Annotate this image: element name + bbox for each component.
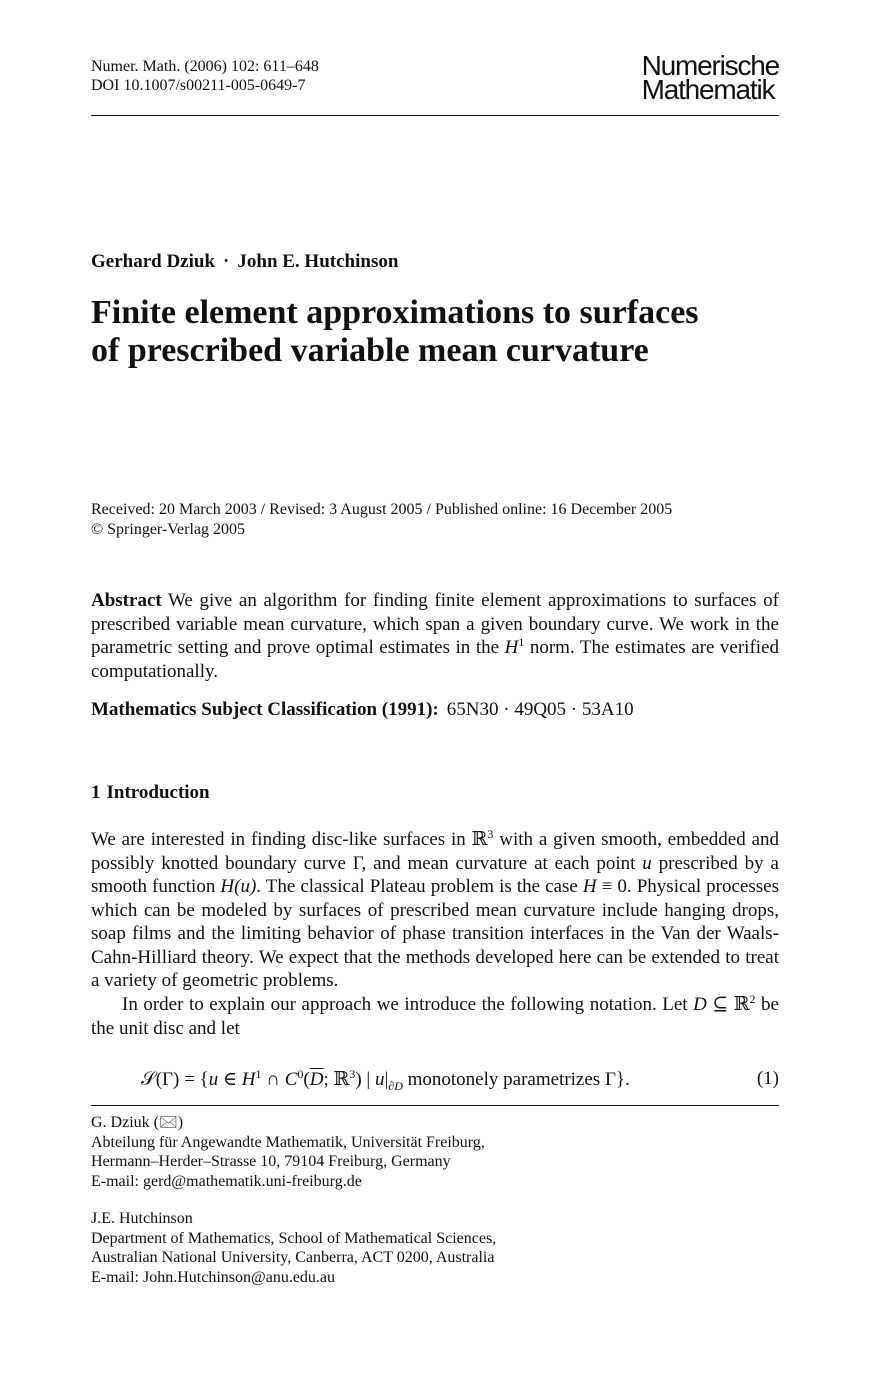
footnote-rule [91, 1105, 779, 1106]
section-title: Introduction [106, 782, 210, 803]
copyright: © Springer-Verlag 2005 [91, 521, 246, 538]
paper-title [91, 294, 779, 370]
publication-history [91, 500, 672, 540]
text: with a given smooth, embedded and possibly knotted boundary curve Γ, and mean curvature at each point [91, 829, 779, 874]
eq-part: ( [303, 1069, 310, 1090]
intro-paragraph [91, 993, 779, 1040]
math-var: H(u) [220, 876, 257, 897]
math-sup: 1 [518, 635, 525, 649]
journal-logo [641, 50, 779, 105]
text: We are interested in finding disc-like surfaces in ℝ [91, 829, 488, 850]
affiliation-line: Hermann–Herder–Strasse 10, 79104 Freiburg, Germany [91, 1153, 451, 1170]
intro-paragraph [91, 828, 779, 993]
math-var: H [504, 637, 519, 658]
msc-codes: 65N30 · 49Q05 · 53A10 [446, 699, 634, 720]
affiliation-name: J.E. Hutchinson [91, 1210, 193, 1227]
received-dates: Received: 20 March 2003 / Revised: 3 August 2005 / Published online: 16 December 2005 [91, 501, 673, 518]
affiliation-email: E-mail: gerd@mathematik.uni-freiburg.de [91, 1172, 362, 1190]
journal-logo-line1: Numerische [641, 50, 779, 81]
eq-part: u [208, 1069, 219, 1090]
eq-part: 𝒮(Γ) = { [141, 1069, 209, 1090]
text: ≡ 0. Physical processes which can be modeled by surfaces of prescribed mean curvature include hanging drops, soap films and the limiting behavior of phase transition interfaces in the Van der Waals-Cahn-Hilliard theory. We expect that the methods developed here can be extended to treat a variety of geometric problems. [91, 876, 779, 991]
author-separator: · [223, 251, 230, 272]
section-heading [91, 782, 210, 804]
math-sup: 3 [487, 827, 494, 841]
affiliation-hutchinson [91, 1209, 496, 1287]
text: . The classical Plateau problem is the case [256, 876, 583, 897]
eq-sup: 0 [297, 1067, 304, 1081]
journal-logo-line2: Mathematik [641, 74, 775, 105]
abstract-text: We give an algorithm for finding finite element approximations to surfaces of prescribed variable mean curvature, which span a given boundary curve. We work in the parametric setting and prove optimal estimates in the [91, 590, 779, 658]
affiliation-name: G. Dziuk (🖂) [91, 1114, 184, 1131]
citation-block [91, 57, 319, 95]
math-sup: 2 [749, 992, 756, 1006]
abstract-label: Abstract [91, 590, 162, 611]
eq-part: ; ℝ [323, 1069, 350, 1090]
eq-part: H [241, 1069, 256, 1090]
math-var: D [693, 994, 707, 1015]
author-list [91, 251, 398, 273]
section-number: 1 [91, 782, 101, 803]
journal-header [91, 50, 779, 116]
author-name: Gerhard Dziuk [91, 251, 216, 272]
text: prescribed by a smooth function [91, 852, 779, 897]
eq-part: monotonely parametrizes Γ}. [402, 1069, 630, 1090]
eq-sub: ∂D [388, 1078, 403, 1093]
msc-classification [91, 699, 634, 721]
eq-sup: 1 [255, 1067, 262, 1081]
affiliation-email: E-mail: John.Hutchinson@anu.edu.au [91, 1268, 336, 1286]
citation: Numer. Math. (2006) 102: 611–648 [91, 58, 319, 75]
msc-label: Mathematics Subject Classification (1991): [91, 699, 439, 720]
eq-part: C [284, 1069, 298, 1090]
text: be the unit disc and let [91, 994, 779, 1039]
affiliation-line: Australian National University, Canberra, ACT 0200, Australia [91, 1249, 495, 1266]
eq-part: $\overline{D}$ [309, 1069, 324, 1090]
eq-part: ∩ [261, 1069, 285, 1090]
affiliation-line: Abteilung für Angewandte Mathematik, Universität Freiburg, [91, 1133, 485, 1151]
abstract [91, 589, 779, 683]
eq-part: ) | [355, 1069, 375, 1090]
eq-part: ∈ [218, 1069, 242, 1090]
text: ⊆ ℝ [706, 994, 750, 1015]
title-line: Finite element approximations to surfaces [91, 294, 699, 331]
eq-part: u [374, 1069, 385, 1090]
math-var: H [582, 876, 597, 897]
doi: DOI 10.1007/s00211-005-0649-7 [91, 77, 306, 94]
eq-sup: 3 [349, 1067, 356, 1081]
math-var: u [642, 852, 652, 874]
equation-number: (1) [756, 1068, 779, 1089]
title-line: of prescribed variable mean curvature [91, 332, 649, 369]
affiliation-dziuk [91, 1113, 485, 1191]
abstract-text: norm. The estimates are verified computationally. [91, 637, 779, 682]
equation-1 [141, 1068, 779, 1091]
author-name: John E. Hutchinson [237, 251, 399, 272]
text: In order to explain our approach we introduce the following notation. Let [122, 994, 694, 1015]
eq-part: | [384, 1069, 389, 1090]
affiliation-line: Department of Mathematics, School of Mathematical Sciences, [91, 1229, 497, 1247]
